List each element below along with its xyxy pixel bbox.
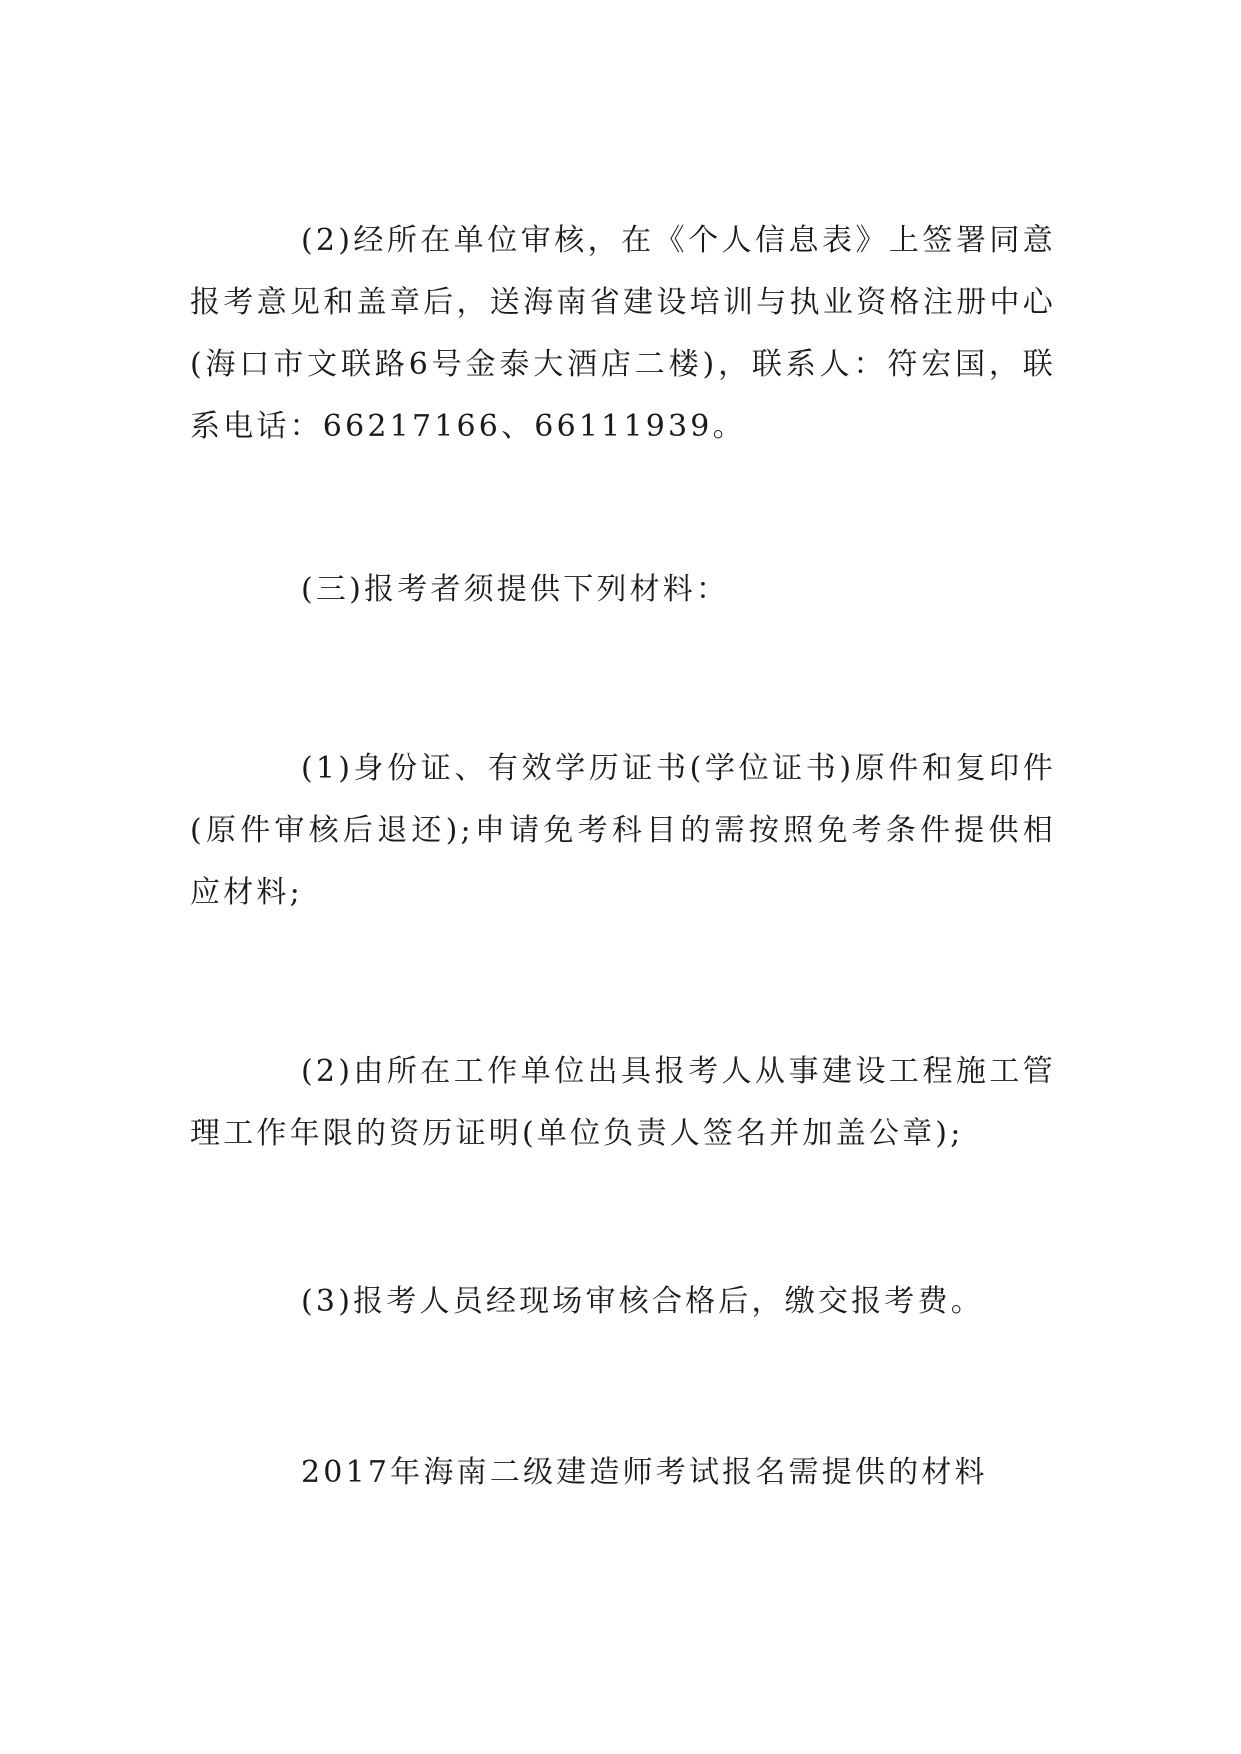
paragraph-title-line: 2017年海南二级建造师考试报名需提供的材料 xyxy=(301,1455,988,1490)
paragraph-submission-address: (2)经所在单位审核，在《个人信息表》上签署同意报考意见和盖章后，送海南省建设培训与执业资格注册中心(海口市文联路6号金泰大酒店二楼)，联系人：符宏国，联系电话：66217166、66111939。 xyxy=(190,223,1056,444)
paragraph-id-and-diploma: (1)身份证、有效学历证书(学位证书)原件和复印件(原件审核后退还);申请免考科目的需按照免考条件提供相应材料; xyxy=(190,751,1056,910)
paragraph-work-certificate: (2)由所在工作单位出具报考人从事建设工程施工管理工作年限的资历证明(单位负责人签名并加盖公章); xyxy=(190,1054,1056,1151)
paragraph-exam-fee: (3)报考人员经现场审核合格后，缴交报考费。 xyxy=(301,1284,984,1319)
section-heading-required-materials: (三)报考者须提供下列材料： xyxy=(301,572,730,607)
